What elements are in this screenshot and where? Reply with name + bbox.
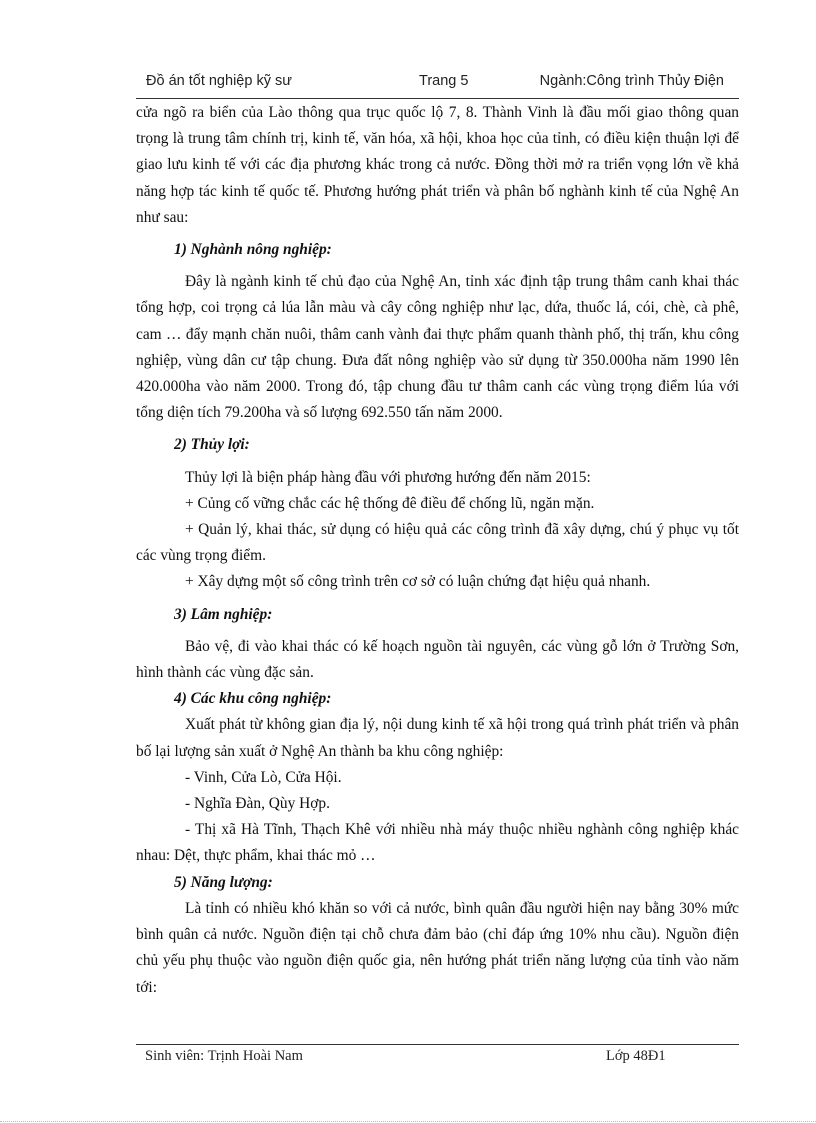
header-department: Ngành:Công trình Thủy Điện	[539, 73, 724, 89]
intro-paragraph: cửa ngõ ra biển của Lào thông qua trục quốc lộ 7, 8. Thành Vinh là đầu mối giao thông quan trọng là trung tâm chính trị, kinh tế, văn hóa, xã hội, khoa học của tỉnh, có điều kiện thuận lợi để giao lưu kinh tế với các địa phương khác trong cả nước. Đồng thời mở ra triển vọng lớn về khả năng hợp tác kinh tế quốc tế. Phương hướng phát triển và phân bố nghành kinh tế của Nghệ An như sau:	[136, 104, 739, 226]
irrigation-bullet: + Quản lý, khai thác, sử dụng có hiệu quả các công trình đã xây dựng, chú ý phục vụ tốt các vùng trọng điểm.	[136, 521, 739, 565]
page-footer	[136, 1046, 739, 1068]
section-heading-irrigation: 2) Thủy lợi:	[174, 436, 250, 454]
section-heading-agriculture: 1) Nghành nông nghiệp:	[174, 241, 332, 259]
page-break-line	[0, 1121, 816, 1122]
industrial-zones-paragraph: Xuất phát từ không gian địa lý, nội dung kinh tế xã hội trong quá trình phát triển và phân bố lại lượng sản xuất ở Nghệ An thành ba khu công nghiệp:	[136, 716, 739, 760]
header-rule	[136, 98, 739, 99]
footer-rule	[136, 1044, 739, 1045]
industrial-zone-item: - Thị xã Hà Tĩnh, Thạch Khê với nhiều nhà máy thuộc nhiều nghành công nghiệp khác nhau: Dệt, thực phẩm, khai thác mỏ …	[136, 821, 739, 865]
footer-student: Sinh viên: Trịnh Hoài Nam	[145, 1048, 303, 1064]
industrial-zone-item: - Nghĩa Đàn, Qùy Hợp.	[185, 795, 330, 813]
forestry-paragraph: Bảo vệ, đi vào khai thác có kế hoạch nguồn tài nguyên, các vùng gỗ lớn ở Trường Sơn, hình thành các vùng đặc sản.	[136, 637, 739, 682]
section-heading-forestry: 3) Lâm nghiệp:	[174, 605, 273, 623]
header-document-type: Đồ án tốt nghiệp kỹ sư	[146, 73, 292, 89]
section-heading-energy: 5) Năng lượng:	[174, 873, 273, 891]
footer-class: Lớp 48Đ1	[606, 1048, 666, 1064]
irrigation-bullet: + Xây dựng một số công trình trên cơ sở có luận chứng đạt hiệu quả nhanh.	[185, 573, 651, 591]
energy-paragraph: Là tỉnh có nhiều khó khăn so với cả nước, bình quân đầu người hiện nay bằng 30% mức bình quân cả nước. Nguồn điện tại chỗ chưa đảm bảo (chỉ đáp ứng 10% nhu cầu). Nguồn điện chủ yếu phụ thuộc vào nguồn điện quốc gia, nên hướng phát triển năng lượng của tỉnh vào năm tới:	[136, 899, 739, 996]
agriculture-paragraph: Đây là ngành kinh tế chủ đạo của Nghệ An, tỉnh xác định tập trung thâm canh khai thác tổng hợp, coi trọng cả lúa lẫn màu và cây công nghiệp như lạc, dứa, thuốc lá, cói, chè, cà phê, cam … đẩy mạnh chăn nuôi, thâm canh vành đai thực phẩm quanh thành phố, thị trấn, khu công nghiệp, vùng dân cư tập chung. Đưa đất nông nghiệp vào sử dụng từ 350.000ha năm 1990 lên 420.000ha vào năm 2000. Trong đó, tập chung đầu tư thâm canh các vùng trọng điểm lúa với tổng diện tích 79.200ha và số lượng 692.550 tấn năm 2000.	[136, 273, 739, 422]
section-heading-industrial-zones: 4) Các khu công nghiệp:	[174, 690, 332, 708]
header-page-number: Trang 5	[419, 73, 469, 89]
page-header	[136, 70, 738, 94]
document-body	[136, 100, 739, 1001]
industrial-zone-item: - Vinh, Cửa Lò, Cửa Hội.	[185, 768, 342, 786]
irrigation-paragraph: Thủy lợi là biện pháp hàng đầu với phương hướng đến năm 2015:	[185, 468, 591, 486]
irrigation-bullet: + Củng cố vững chắc các hệ thống đê điều để chống lũ, ngăn mặn.	[185, 494, 595, 512]
